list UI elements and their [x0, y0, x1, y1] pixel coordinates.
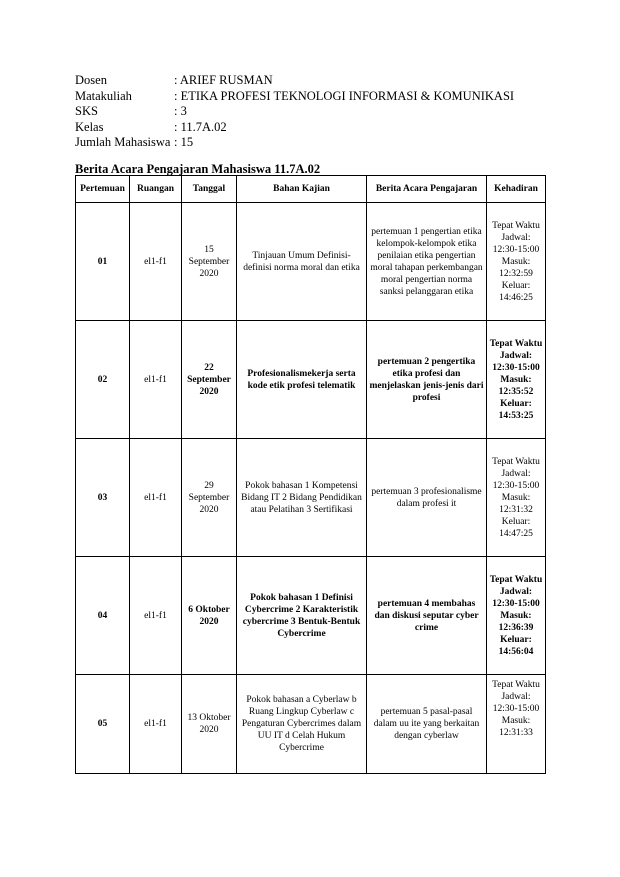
- info-value: : ETIKA PROFESI TEKNOLOGI INFORMASI & KOMUNIKASI: [174, 88, 515, 103]
- cell-tanggal: 13 Oktober 2020: [182, 675, 237, 774]
- info-row-sks: [75, 104, 514, 120]
- cell-pertemuan: 02: [76, 321, 130, 439]
- cell-pertemuan: 05: [76, 675, 130, 774]
- cell-kehadiran: Tepat Waktu Jadwal: 12:30-15:00 Masuk: 12:35:52 Keluar: 14:53:25: [487, 321, 546, 439]
- cell-bahan-kajian: Pokok bahasan 1 Kompetensi Bidang IT 2 Bidang Pendidikan atau Pelatihan 3 Sertifikasi: [237, 439, 367, 557]
- table-row: [76, 439, 546, 557]
- table-header-row: [76, 176, 546, 203]
- cell-tanggal: 22 September 2020: [182, 321, 237, 439]
- info-value: : 11.7A.02: [174, 119, 227, 134]
- cell-ruangan: el1-f1: [130, 321, 182, 439]
- table-caption: Berita Acara Pengajaran Mahasiswa 11.7A.02: [75, 162, 321, 176]
- header-kehadiran: Kehadiran: [487, 176, 546, 203]
- info-value: : ARIEF RUSMAN: [174, 73, 273, 87]
- cell-bahan-kajian: Profesionalismekerja serta kode etik profesi telematik: [237, 321, 367, 439]
- cell-kehadiran: Tepat Waktu Jadwal: 12:30-15:00 Masuk: 12:32:59 Keluar: 14:46:25: [487, 203, 546, 321]
- cell-pertemuan: 01: [76, 203, 130, 321]
- cell-ruangan: el1-f1: [130, 203, 182, 321]
- header-pertemuan: Pertemuan: [76, 176, 130, 203]
- cell-ruangan: el1-f1: [130, 675, 182, 774]
- info-row-jumlah-mahasiswa: [75, 135, 514, 151]
- cell-bahan-kajian: Tinjauan Umum Definisi-definisi norma moral dan etika: [237, 203, 367, 321]
- info-label: Dosen: [75, 73, 107, 87]
- header-ruangan: Ruangan: [130, 176, 182, 203]
- info-label: Matakuliah: [75, 88, 132, 103]
- cell-ruangan: el1-f1: [130, 439, 182, 557]
- cell-ruangan: el1-f1: [130, 557, 182, 675]
- cell-berita-acara: pertemuan 2 pengertika etika profesi dan menjelaskan jenis-jenis dari profesi: [367, 321, 487, 439]
- cell-berita-acara: pertemuan 1 pengertian etika kelompok-kelompok etika penilaian etika pengertian moral tahapan perkembangan moral pengertian norma sanksi pelanggaran etika: [367, 203, 487, 321]
- cell-kehadiran: Tepat Waktu Jadwal: 12:30-15:00 Masuk: 12:36:39 Keluar: 14:56:04: [487, 557, 546, 675]
- attendance-table: [75, 175, 546, 774]
- info-label: Kelas: [75, 119, 104, 134]
- course-info: [75, 73, 514, 151]
- info-row-matakuliah: [75, 89, 514, 105]
- cell-kehadiran: Tepat Waktu Jadwal: 12:30-15:00 Masuk: 12:31:32 Keluar: 14:47:25: [487, 439, 546, 557]
- table-row: [76, 557, 546, 675]
- cell-berita-acara: pertemuan 5 pasal-pasal dalam uu ite yang berkaitan dengan cyberlaw: [367, 675, 487, 774]
- info-label: Jumlah Mahasiswa: [75, 135, 171, 149]
- info-label: SKS: [75, 104, 98, 118]
- cell-berita-acara: pertemuan 4 membahas dan diskusi seputar cyber crime: [367, 557, 487, 675]
- cell-bahan-kajian: Pokok bahasan 1 Definisi Cybercrime 2 Karakteristik cybercrime 3 Bentuk-Bentuk Cybercrime: [237, 557, 367, 675]
- cell-tanggal: 29 September 2020: [182, 439, 237, 557]
- table-row: [76, 203, 546, 321]
- header-bahan-kajian: Bahan Kajian: [237, 176, 367, 203]
- info-row-dosen: [75, 73, 514, 89]
- table-row: [76, 321, 546, 439]
- cell-tanggal: 6 Oktober 2020: [182, 557, 237, 675]
- cell-kehadiran: Tepat Waktu Jadwal: 12:30-15:00 Masuk: 12:31:33: [487, 675, 546, 774]
- cell-tanggal: 15 September 2020: [182, 203, 237, 321]
- info-value: : 15: [174, 135, 194, 149]
- header-tanggal: Tanggal: [182, 176, 237, 203]
- cell-berita-acara: pertemuan 3 profesionalisme dalam profesi it: [367, 439, 487, 557]
- cell-pertemuan: 04: [76, 557, 130, 675]
- info-value: : 3: [174, 104, 187, 118]
- header-berita-acara: Berita Acara Pengajaran: [367, 176, 487, 203]
- info-row-kelas: [75, 120, 514, 136]
- cell-bahan-kajian: Pokok bahasan a Cyberlaw b Ruang Lingkup Cyberlaw c Pengaturan Cybercrimes dalam UU IT d Celah Hukum Cybercrime: [237, 675, 367, 774]
- cell-pertemuan: 03: [76, 439, 130, 557]
- table-row: [76, 675, 546, 774]
